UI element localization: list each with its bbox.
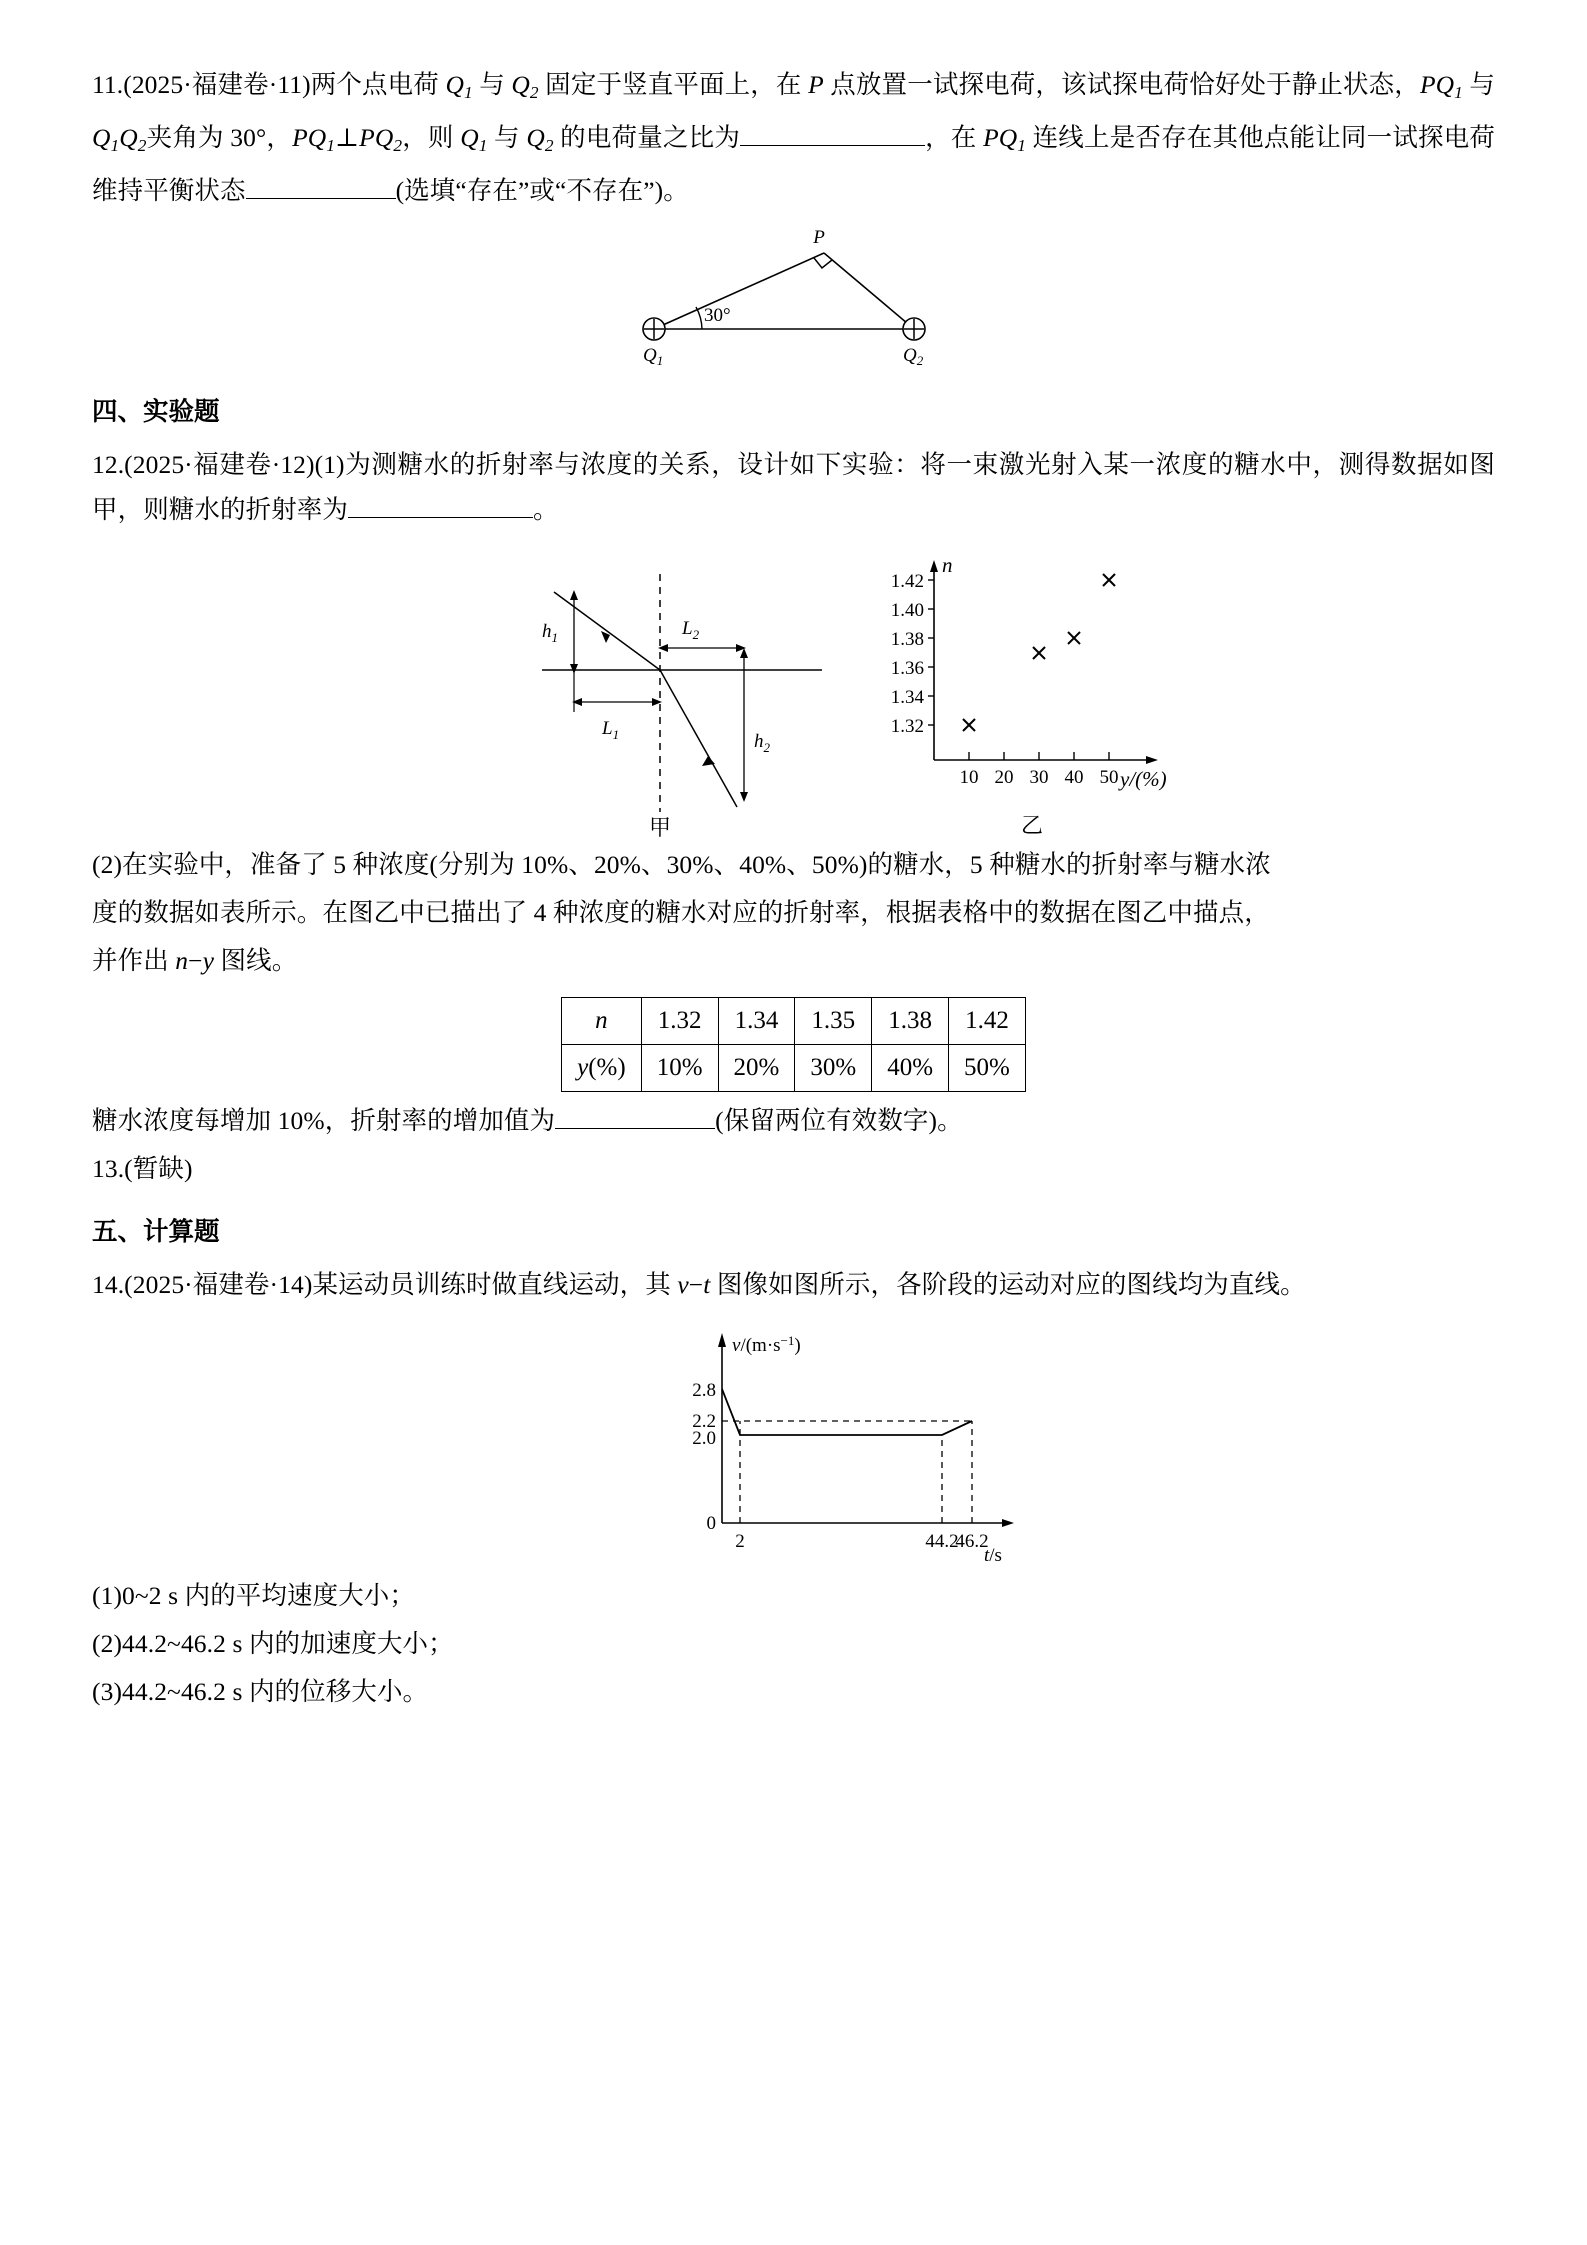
y-axis-label: n [942,552,953,577]
vt-y-ticklabel-28: 2.8 [692,1379,716,1401]
label-angle-30: 30° [703,304,731,326]
x-ticklabel-0: 10 [959,766,979,788]
table-cell-y-2: 30% [795,1044,872,1091]
table-cell-n-4: 1.42 [949,997,1026,1044]
scatter-point-1 [1033,647,1045,659]
refractive-index-table [561,997,1026,1092]
scatter-points-group [963,574,1115,731]
q11-mid-2: 点放置一试探电荷，该试探电荷恰好处于静止状态， [823,70,1420,99]
y-tick-group [891,571,934,737]
q11-mid-6: ，在 [925,122,984,152]
figure-q11-charge-triangle [92,221,1495,371]
q12-answer-blank-2[interactable] [555,1128,715,1129]
q11-symbol-PQ1-c: $PQ_1$ [983,122,1027,155]
table-row-y [562,1044,1026,1091]
table-cell-n-2: 1.35 [795,997,872,1044]
q11-answer-blank-1[interactable] [740,145,925,146]
label-q1: $Q_1$ [642,344,663,368]
question-12-part3-text [92,1098,1495,1143]
label-q2: $Q_2$ [902,344,923,368]
q11-symbol-Q2-b: $Q_2$ [526,122,554,155]
table-cell-n-1: 1.34 [718,997,795,1044]
q14-symbol-t: t [703,1269,711,1299]
y-ticklabel-0: 1.42 [890,570,924,592]
table-cell-n-0: 1.32 [641,997,718,1044]
q12-answer-blank-1[interactable] [348,517,533,518]
x-axis-label: y/(%) [1120,766,1167,791]
q11-perp-sign: ⊥ [335,122,360,152]
table-header-y: y(%) [562,1044,642,1091]
q12-dash: − [188,945,203,975]
incident-ray [554,592,660,670]
x-ticklabel-4: 50 [1099,766,1119,788]
x-axis-arrow [1146,756,1158,764]
q11-symbol-Q1: $Q_1$ [445,70,473,102]
x-ticklabel-2: 30 [1029,766,1049,788]
vt-y-axis-label: $v/(m\cdot s^{-1})$ [732,1332,801,1356]
q11-prefix: 11.(2025·福建卷·11)两个点电荷 [92,70,446,99]
y-ticklabel-3: 1.36 [890,657,924,679]
q14-dash: − [688,1269,704,1299]
label-p: P [812,226,825,248]
q12-p1-b: 中，测得数据如图甲，则糖水的折射率为 [92,449,1495,524]
q12-p2l3-pre: 并作出 [92,945,176,975]
vt-x-axis-arrow [1002,1519,1014,1527]
table-cell-n-3: 1.38 [872,997,949,1044]
q11-symbol-P: P [808,70,824,99]
q11-symbol-Q1Q2: $Q_1Q_2$ [92,122,147,155]
section-heading-5: 五、计算题 [92,1216,220,1246]
q11-mid-7: 连线上是否存在其他点能让同一试探电荷维持平衡状态 [92,122,1495,205]
q11-mid-4: ，则 [402,122,461,152]
question-14-sub1: (1)0~2 s 内的平均速度大小； [92,1580,416,1610]
vt-x-axis-label: t/s [984,1544,1002,1566]
h2-arrow-down [740,792,748,802]
q11-triangle-svg [614,221,974,371]
q12-p1-a: 12.(2025·福建卷·12)(1)为测糖水的折射率与浓度的关系，设计如下实验：将一束激光射入某一浓度的糖水 [92,449,1287,479]
q11-mid-3: 夹角为 30°， [146,122,293,152]
table-cell-y-4: 50% [949,1044,1026,1091]
vt-y-ticklabel-22: 2.2 [692,1410,716,1432]
table-row-n [562,997,1026,1044]
table-header-n: n [562,997,642,1044]
y-ticklabel-5: 1.32 [890,715,924,737]
q12-p2l3-post: 图线。 [214,945,298,975]
scatter-point-3 [1103,574,1115,586]
q11-answer-blank-2[interactable] [246,198,396,199]
label-L1: $L_1$ [602,717,620,742]
vt-y-ticklabel-20: 2.0 [692,1427,716,1449]
q14-prefix: 14.(2025·福建卷·14)某运动员训练时做直线运动，其 [92,1269,678,1299]
q11-mid-1: 固定于竖直平面上，在 [538,70,809,99]
caption-jia: 甲 [648,814,672,840]
scatter-point-0 [963,719,975,731]
q14-suffix: 图像如图所示，各阶段的运动对应的图线均为直线。 [710,1269,1306,1299]
figure-jia-refraction-svg [492,542,882,842]
vt-y-axis-arrow [718,1333,726,1347]
y-axis-arrow [930,560,938,572]
question-14-text [92,1262,1495,1307]
label-h2: $h_2$ [754,730,770,755]
y-ticklabel-2: 1.38 [890,628,924,650]
section-heading-4: 四、实验题 [92,396,220,426]
q12-p3-pre: 糖水浓度每增加 10%，折射率的增加值为 [92,1105,556,1135]
table-cell-y-3: 40% [872,1044,949,1091]
question-12-part1-text [92,442,1495,532]
q12-p1-end: 。 [533,494,559,524]
question-13-text: 13.(暂缺) [92,1153,193,1183]
segment-q1-p [654,253,824,329]
q11-symbol-Q1-b: $Q_1$ [460,122,488,155]
segment-p-q2 [824,253,914,329]
q12-symbol-y: y [202,945,215,975]
figure-yi-scatter-svg [862,542,1192,842]
q14-vt-svg [652,1313,1072,1573]
vt-x-ticklabel-462: 46.2 [955,1530,989,1552]
question-14-sub2: (2)44.2~46.2 s 内的加速度大小； [92,1628,454,1658]
vt-x-ticklabel-2: 2 [735,1530,745,1552]
q11-suffix: (选填“存在”或“不存在”)。 [395,175,689,205]
x-tick-group [960,752,1119,788]
refracted-ray [660,670,737,807]
q12-symbol-n: n [175,945,189,975]
figure-q12-row [92,542,1495,842]
q11-symbol-Q2: $Q_2$ [511,70,539,102]
right-angle-mark [814,258,832,268]
q11-mid-5: 的电荷量之比为 [553,122,741,152]
label-L2: $L_2$ [682,617,700,642]
y-ticklabel-1: 1.40 [890,599,924,621]
table-cell-y-0: 10% [641,1044,718,1091]
x-ticklabel-1: 20 [994,766,1014,788]
question-14-sub3: (3)44.2~46.2 s 内的位移大小。 [92,1676,429,1706]
figure-q14-vt-graph [92,1313,1495,1573]
q11-conj-2: 与 [1462,70,1496,99]
q12-p3-post: (保留两位有效数字)。 [715,1105,963,1135]
vt-dashed-guides [722,1421,972,1523]
caption-yi: 乙 [1020,812,1044,838]
q11-symbol-PQ2: $PQ_2$ [359,122,403,155]
x-ticklabel-3: 40 [1064,766,1084,788]
table-cell-y-1: 20% [718,1044,795,1091]
vt-x-ticklabel-442: 44.2 [925,1530,959,1552]
label-h1: $h_1$ [542,620,558,645]
h1-arrow-up [570,590,578,600]
vt-y-ticklabel-0: 0 [706,1512,716,1534]
q14-symbol-v: v [677,1269,689,1299]
question-12-part2-line3 [92,938,1495,983]
question-11-text [92,62,1495,213]
vt-curve [722,1389,972,1435]
y-ticklabel-4: 1.34 [890,686,924,708]
q11-conj-1: 与 [472,70,512,99]
question-12-part2-line2: 度的数据如表所示。在图乙中已描出了 4 种浓度的糖水对应的折射率，根据表格中的数据在图乙中描点， [92,897,1270,927]
q11-conj-3: 与 [487,122,527,152]
scatter-point-2 [1068,632,1080,644]
q11-symbol-PQ1: $PQ_1$ [1419,70,1463,102]
question-12-part2-line1: (2)在实验中，准备了 5 种浓度(分别为 10%、20%、30%、40%、50%)的糖水，5 种糖水的折射率与糖水浓 [92,849,1271,879]
q11-symbol-PQ1-b: $PQ_1$ [292,122,336,155]
